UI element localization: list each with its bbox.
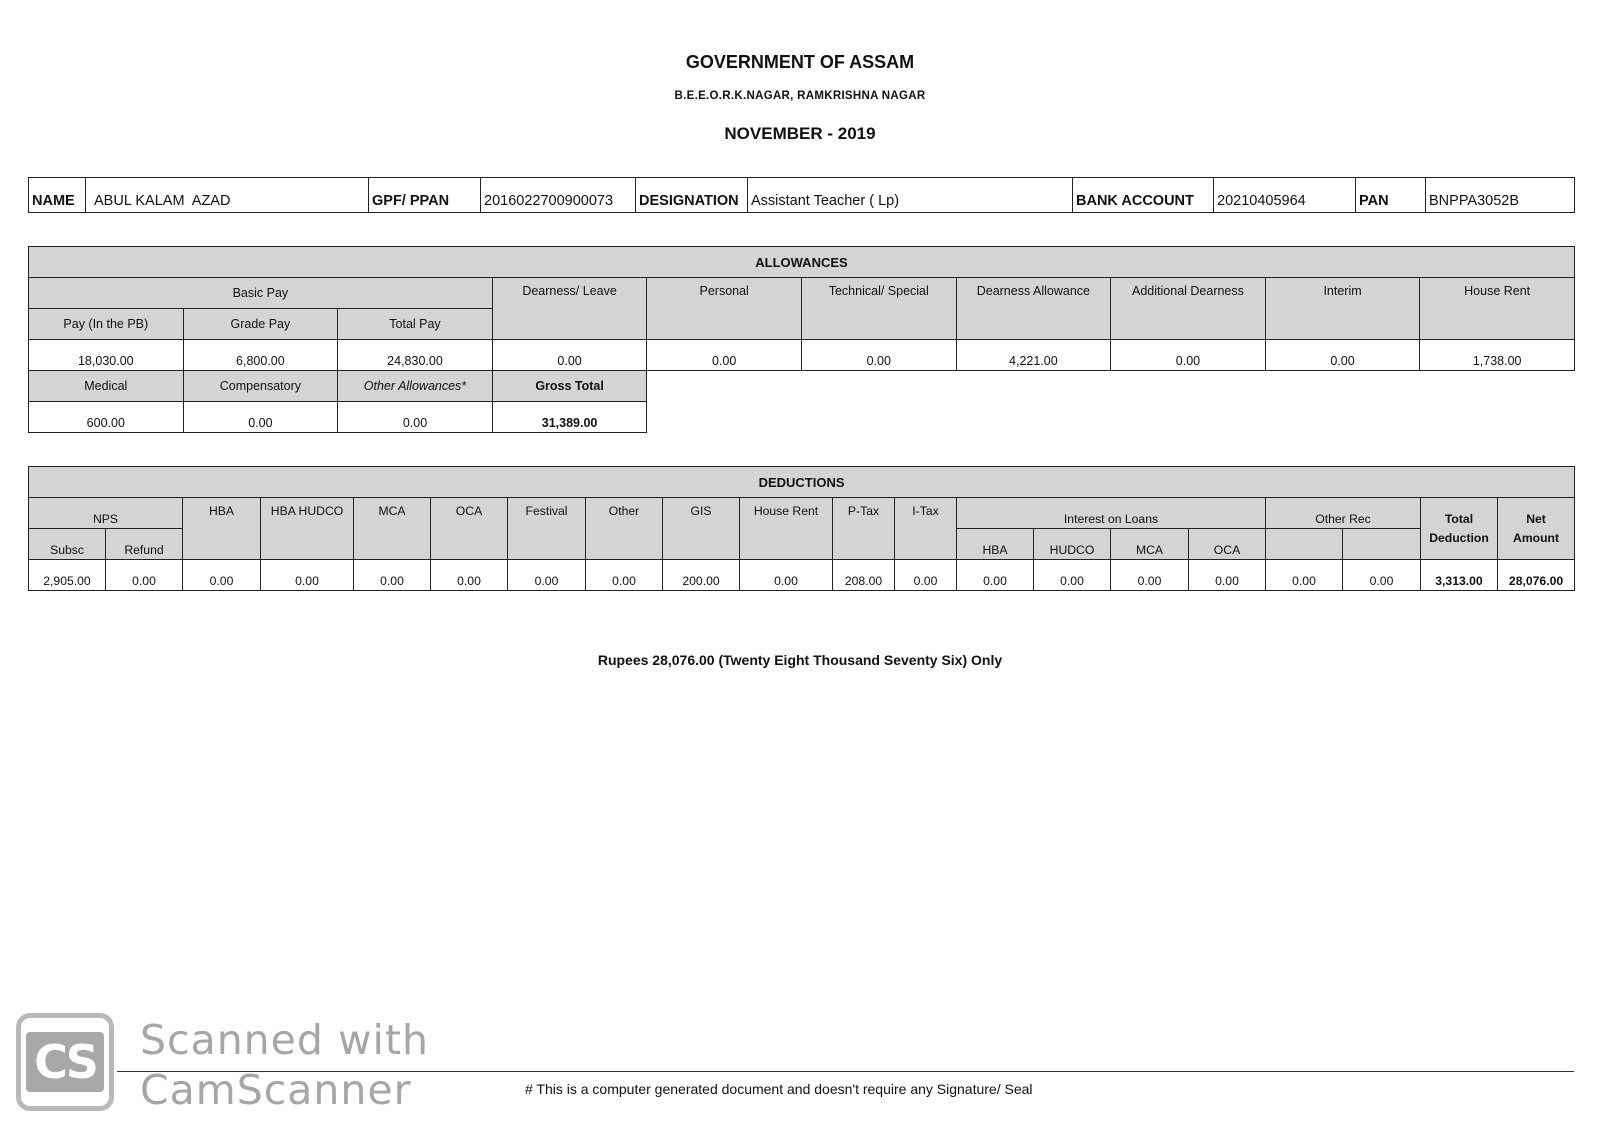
net-amount-value: 28,076.00 — [1498, 560, 1575, 591]
grade-pay-value: 6,800.00 — [183, 340, 338, 371]
nps-refund-header: Refund — [106, 529, 183, 560]
amount-in-words: Rupees 28,076.00 (Twenty Eight Thousand Seventy Six) Only — [597, 652, 1003, 668]
employee-name: ABUL KALAM AZAD — [86, 178, 369, 213]
allowances-values-row — [29, 340, 1575, 371]
interest-oca-header: OCA — [1189, 529, 1266, 560]
bank-account-value: 20210405964 — [1214, 178, 1356, 213]
gis-header: GIS — [663, 498, 740, 560]
dearness-allowance-value: 4,221.00 — [956, 340, 1111, 371]
watermark-line-1: Scanned with — [140, 1016, 429, 1064]
deductions-title: DEDUCTIONS — [29, 467, 1575, 498]
pay-in-pb-value: 18,030.00 — [29, 340, 184, 371]
other-rec-value-1: 0.00 — [1266, 560, 1343, 591]
technical-special-value: 0.00 — [801, 340, 956, 371]
net-amount-header-line2: Amount — [1513, 531, 1560, 545]
house-rent-deduction-header: House Rent — [740, 498, 833, 560]
festival-header: Festival — [508, 498, 586, 560]
name-label: NAME — [29, 178, 86, 213]
mca-header: MCA — [354, 498, 431, 560]
ptax-header: P-Tax — [833, 498, 895, 560]
grade-pay-header: Grade Pay — [183, 309, 338, 340]
gpf-value: 2016022700900073 — [481, 178, 636, 213]
oca-value: 0.00 — [431, 560, 508, 591]
ptax-value: 208.00 — [833, 560, 895, 591]
itax-header: I-Tax — [895, 498, 957, 560]
additional-dearness-value: 0.00 — [1111, 340, 1266, 371]
nps-header: NPS — [29, 498, 183, 529]
house-rent-header: House Rent — [1420, 278, 1575, 340]
gross-total-header: Gross Total — [492, 371, 647, 402]
other-rec-value-2: 0.00 — [1343, 560, 1421, 591]
interest-hudco-value: 0.00 — [1034, 560, 1111, 591]
pay-period: NOVEMBER - 2019 — [724, 124, 876, 143]
interest-hba-value: 0.00 — [957, 560, 1034, 591]
employee-info-row — [29, 178, 1575, 213]
other-rec-subheader-2 — [1343, 529, 1421, 560]
footer-note: # This is a computer generated document and doesn't require any Signature/ Seal — [525, 1081, 1033, 1097]
deductions-values-row — [29, 560, 1575, 591]
interest-oca-value: 0.00 — [1189, 560, 1266, 591]
itax-value: 0.00 — [895, 560, 957, 591]
nps-subsc-header: Subsc — [29, 529, 106, 560]
dearness-leave-value: 0.00 — [492, 340, 647, 371]
basic-pay-header: Basic Pay — [29, 278, 493, 309]
footer-divider — [117, 1071, 1574, 1072]
deductions-table — [28, 466, 1575, 591]
designation-label: DESIGNATION — [636, 178, 748, 213]
allowances-title: ALLOWANCES — [29, 247, 1575, 278]
other-value: 0.00 — [586, 560, 663, 591]
total-deduction-header — [1421, 498, 1498, 560]
personal-header: Personal — [647, 278, 802, 340]
house-rent-value: 1,738.00 — [1420, 340, 1575, 371]
interest-hba-header: HBA — [957, 529, 1034, 560]
other-rec-subheader-1 — [1266, 529, 1343, 560]
hba-header: HBA — [183, 498, 261, 560]
hba-value: 0.00 — [183, 560, 261, 591]
interest-on-loans-header: Interest on Loans — [957, 498, 1266, 529]
technical-special-header: Technical/ Special — [801, 278, 956, 340]
medical-header: Medical — [29, 371, 184, 402]
other-allowances-header: Other Allowances* — [338, 371, 493, 402]
interest-mca-value: 0.00 — [1111, 560, 1189, 591]
other-allowances-value: 0.00 — [338, 402, 493, 433]
compensatory-value: 0.00 — [183, 402, 338, 433]
interest-mca-header: MCA — [1111, 529, 1189, 560]
blank-area — [647, 371, 1575, 402]
dearness-allowance-header: Dearness Allowance — [956, 278, 1111, 340]
total-deduction-value: 3,313.00 — [1421, 560, 1498, 591]
net-amount-header-line1: Net — [1526, 512, 1546, 526]
allowances-table — [28, 246, 1575, 433]
additional-dearness-header: Additional Dearness — [1111, 278, 1266, 340]
mca-value: 0.00 — [354, 560, 431, 591]
gpf-label: GPF/ PPAN — [369, 178, 481, 213]
pay-in-pb-header: Pay (In the PB) — [29, 309, 184, 340]
net-amount-header — [1498, 498, 1575, 560]
designation-value: Assistant Teacher ( Lp) — [748, 178, 1073, 213]
total-deduction-header-line2: Deduction — [1429, 531, 1489, 545]
pan-label: PAN — [1356, 178, 1426, 213]
watermark-line-2: CamScanner — [140, 1066, 412, 1114]
camscanner-logo-text: CS — [26, 1032, 104, 1092]
oca-header: OCA — [431, 498, 508, 560]
other-rec-header: Other Rec — [1266, 498, 1421, 529]
compensatory-header: Compensatory — [183, 371, 338, 402]
interim-header: Interim — [1265, 278, 1420, 340]
total-pay-value: 24,830.00 — [338, 340, 493, 371]
nps-refund-value: 0.00 — [106, 560, 183, 591]
personal-value: 0.00 — [647, 340, 802, 371]
total-deduction-header-line1: Total — [1444, 512, 1474, 526]
dearness-leave-header: Dearness/ Leave — [492, 278, 647, 340]
gis-value: 200.00 — [663, 560, 740, 591]
house-rent-deduction-value: 0.00 — [740, 560, 833, 591]
festival-value: 0.00 — [508, 560, 586, 591]
government-title: GOVERNMENT OF ASSAM — [685, 52, 915, 72]
other-header: Other — [586, 498, 663, 560]
camscanner-logo-icon — [16, 1013, 114, 1111]
interest-hudco-header: HUDCO — [1034, 529, 1111, 560]
hba-hudco-value: 0.00 — [261, 560, 354, 591]
nps-subsc-value: 2,905.00 — [29, 560, 106, 591]
bank-account-label: BANK ACCOUNT — [1073, 178, 1214, 213]
office-name: B.E.E.O.R.K.NAGAR, RAMKRISHNA NAGAR — [674, 90, 926, 102]
interim-value: 0.00 — [1265, 340, 1420, 371]
blank-area — [647, 402, 1575, 433]
total-pay-header: Total Pay — [338, 309, 493, 340]
gross-total-value: 31,389.00 — [492, 402, 647, 433]
hba-hudco-header: HBA HUDCO — [261, 498, 354, 560]
pan-value: BNPPA3052B — [1426, 178, 1575, 213]
medical-value: 600.00 — [29, 402, 184, 433]
employee-info-table — [28, 177, 1575, 213]
